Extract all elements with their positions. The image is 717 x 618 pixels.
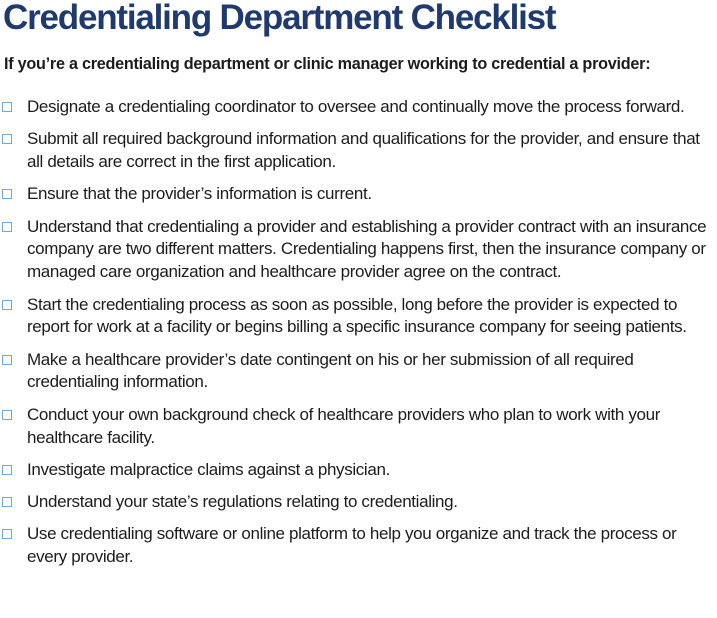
checkbox-icon[interactable]	[2, 222, 12, 232]
checklist-item-text: Understand that credentialing a provider and establishing a provider contract with an insurance company are two different matters. Credentialing happens first, then the insurance company or managed care organization and healthcare provider agree on the contract.	[27, 216, 707, 282]
page-title: Credentialing Department Checklist	[3, 0, 556, 37]
checklist-item	[0, 183, 717, 206]
checklist-item	[0, 459, 717, 482]
checkbox-icon[interactable]	[2, 497, 12, 507]
checklist-item	[0, 349, 717, 395]
checklist-item	[0, 96, 717, 119]
checklist-item	[0, 404, 717, 450]
checklist-item	[0, 491, 717, 514]
checklist-item-text: Conduct your own background check of healthcare providers who plan to work with your healthcare facility.	[27, 404, 661, 447]
checklist-item-text: Make a healthcare provider’s date contingent on his or her submission of all required credentialing information.	[27, 349, 634, 392]
checklist-item-text: Submit all required background information and qualifications for the provider, and ensure that all details are correct in the first application.	[27, 129, 700, 172]
checklist-item-text: Start the credentialing process as soon as possible, long before the provider is expected to report for work at a facility or begins billing a specific insurance company for seeing patients.	[27, 294, 687, 337]
checklist-item	[0, 128, 717, 174]
checklist-item	[0, 294, 717, 340]
checklist-item-text: Understand your state’s regulations relating to credentialing.	[27, 492, 458, 512]
checkbox-icon[interactable]	[2, 189, 12, 199]
checklist-item	[0, 523, 717, 569]
checklist-item-text: Designate a credentialing coordinator to oversee and continually move the process forward.	[27, 97, 685, 116]
checkbox-icon[interactable]	[2, 102, 12, 112]
checklist-item	[0, 216, 717, 284]
checklist-item-text: Use credentialing software or online platform to help you organize and track the process or every provider.	[27, 524, 677, 567]
checklist-intro: If you’re a credentialing department or clinic manager working to credential a provider:	[4, 55, 651, 73]
checkbox-icon[interactable]	[2, 465, 12, 475]
checkbox-icon[interactable]	[2, 134, 12, 144]
checklist	[0, 96, 717, 579]
checklist-item-text: Ensure that the provider’s information is current.	[27, 184, 372, 204]
checkbox-icon[interactable]	[2, 300, 12, 310]
checkbox-icon[interactable]	[2, 410, 12, 420]
checkbox-icon[interactable]	[2, 355, 12, 365]
checkbox-icon[interactable]	[2, 529, 12, 539]
checklist-item-text: Investigate malpractice claims against a physician.	[27, 459, 390, 479]
